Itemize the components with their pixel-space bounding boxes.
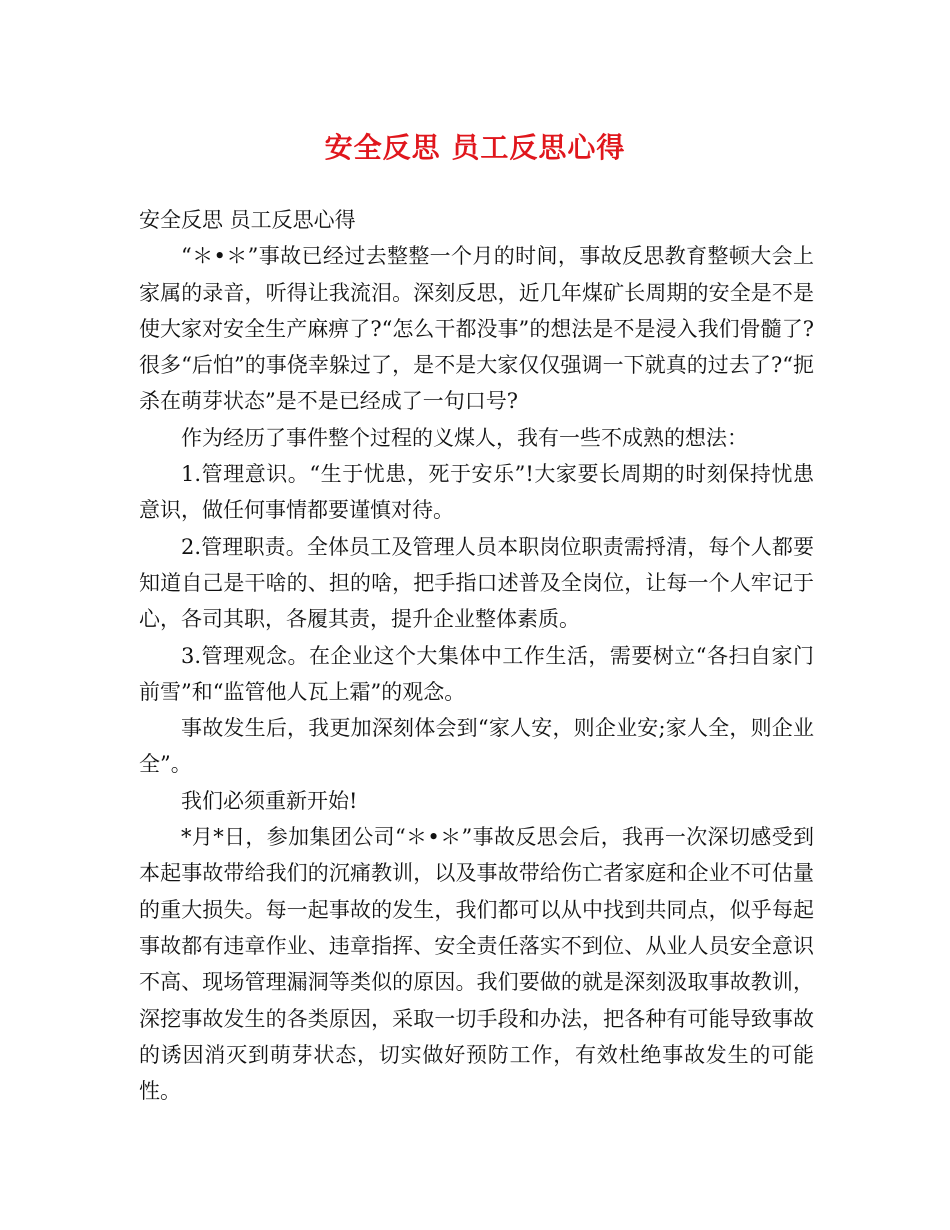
paragraph-6: 事故发生后，我更加深刻体会到“家人安，则企业安;家人全，则企业全”。 xyxy=(139,716,814,777)
paragraph-3: 1.管理意识。“生于忧患，死于安乐”!大家要长周期的时刻保持忧患意识，做任何事情都要谨慎对待。 xyxy=(139,462,814,523)
paragraph-5: 3.管理观念。在企业这个大集体中工作生活，需要树立“各扫自家门前雪”和“监管他人瓦上霜”的观念。 xyxy=(139,643,814,704)
paragraph-2: 作为经历了事件整个过程的义煤人，我有一些不成熟的想法： xyxy=(181,425,748,450)
document-title: 安全反思 员工反思心得 xyxy=(324,131,626,164)
document-body xyxy=(139,202,814,1109)
paragraph-7: 我们必须重新开始! xyxy=(181,788,358,813)
document-subtitle: 安全反思 员工反思心得 xyxy=(139,208,356,232)
paragraph-8: *月*日，参加集团公司“＊•＊”事故反思会后，我再一次深切感受到本起事故带给我们的沉痛教训，以及事故带给伤亡者家庭和企业不可估量的重大损失。每一起事故的发生，我们都可以从中找到共同点，似乎每起事故都有违章作业、违章指挥、安全责任落实不到位、从业人员安全意识不高、现场管理漏洞等类似的原因。我们要做的就是深刻汲取事故教训，深挖事故发生的各类原因，采取一切手段和办法，把各种有可能导致事故的诱因消灭到萌芽状态，切实做好预防工作，有效杜绝事故发生的可能性。 xyxy=(139,825,814,1104)
paragraph-4: 2.管理职责。全体员工及管理人员本职岗位职责需捋清，每个人都要知道自己是干啥的、担的啥，把手指口述普及全岗位，让每一个人牢记于心，各司其职，各履其责，提升企业整体素质。 xyxy=(139,534,814,632)
paragraph-1: “＊•＊”事故已经过去整整一个月的时间，事故反思教育整顿大会上家属的录音，听得让我流泪。深刻反思，近几年煤矿长周期的安全是不是使大家对安全生产麻痹了?“怎么干都没事”的想法是不是浸入我们骨髓了?很多“后怕”的事侥幸躲过了，是不是大家仅仅强调一下就真的过去了?“扼杀在萌芽状态”是不是已经成了一句口号? xyxy=(139,244,814,414)
